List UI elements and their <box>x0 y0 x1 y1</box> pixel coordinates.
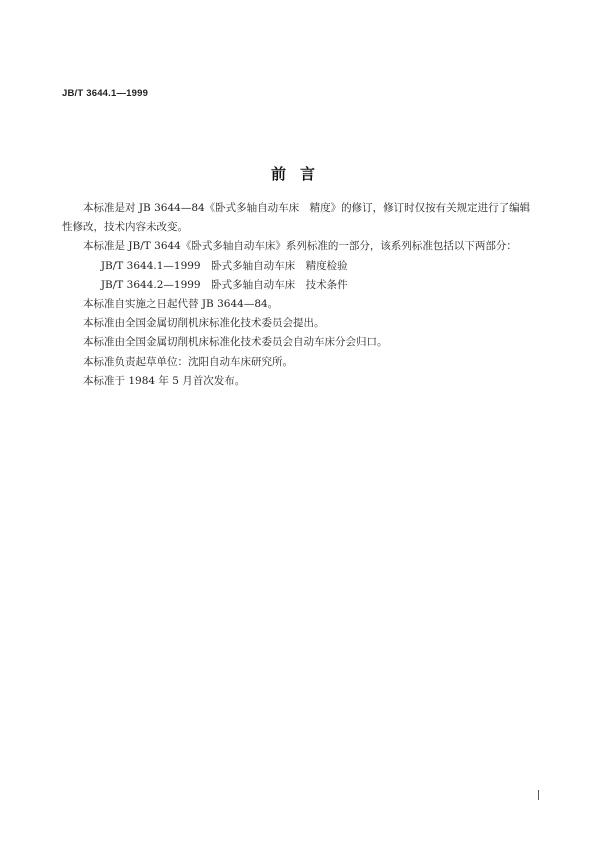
series-list-item: JB/T 3644.2—1999 卧式多轴自动车床 技术条件 <box>100 278 348 291</box>
paragraph-revision-continued: 性修改，技术内容未改变。 <box>62 221 188 234</box>
series-list-item: JB/T 3644.1—1999 卧式多轴自动车床 精度检验 <box>100 259 348 272</box>
paragraph-series: 本标准是 JB/T 3644《卧式多轴自动车床》系列标准的一部分，该系列标准包括以下两部分： <box>83 240 517 253</box>
page-title: 前言 <box>270 165 329 183</box>
scan-mark <box>538 790 539 800</box>
paragraph-revision: 本标准是对 JB 3644—84《卧式多轴自动车床 精度》的修订，修订时仅按有关规定进行了编辑 <box>83 202 531 214</box>
foreword-body <box>62 199 552 391</box>
paragraph-drafter: 本标准负责起草单位：沈阳自动车床研究所。 <box>83 355 293 368</box>
paragraph-proposer: 本标准由全国金属切削机床标准化技术委员会提出。 <box>83 317 325 330</box>
paragraph-replacement: 本标准自实施之日起代替 JB 3644—84。 <box>83 298 279 311</box>
paragraph-administrator: 本标准由全国金属切削机床标准化技术委员会自动车床分会归口。 <box>83 336 388 349</box>
standard-code: JB/T 3644.1—1999 <box>62 88 149 99</box>
paragraph-first-release: 本标准于 1984 年 5 月首次发布。 <box>83 374 246 387</box>
